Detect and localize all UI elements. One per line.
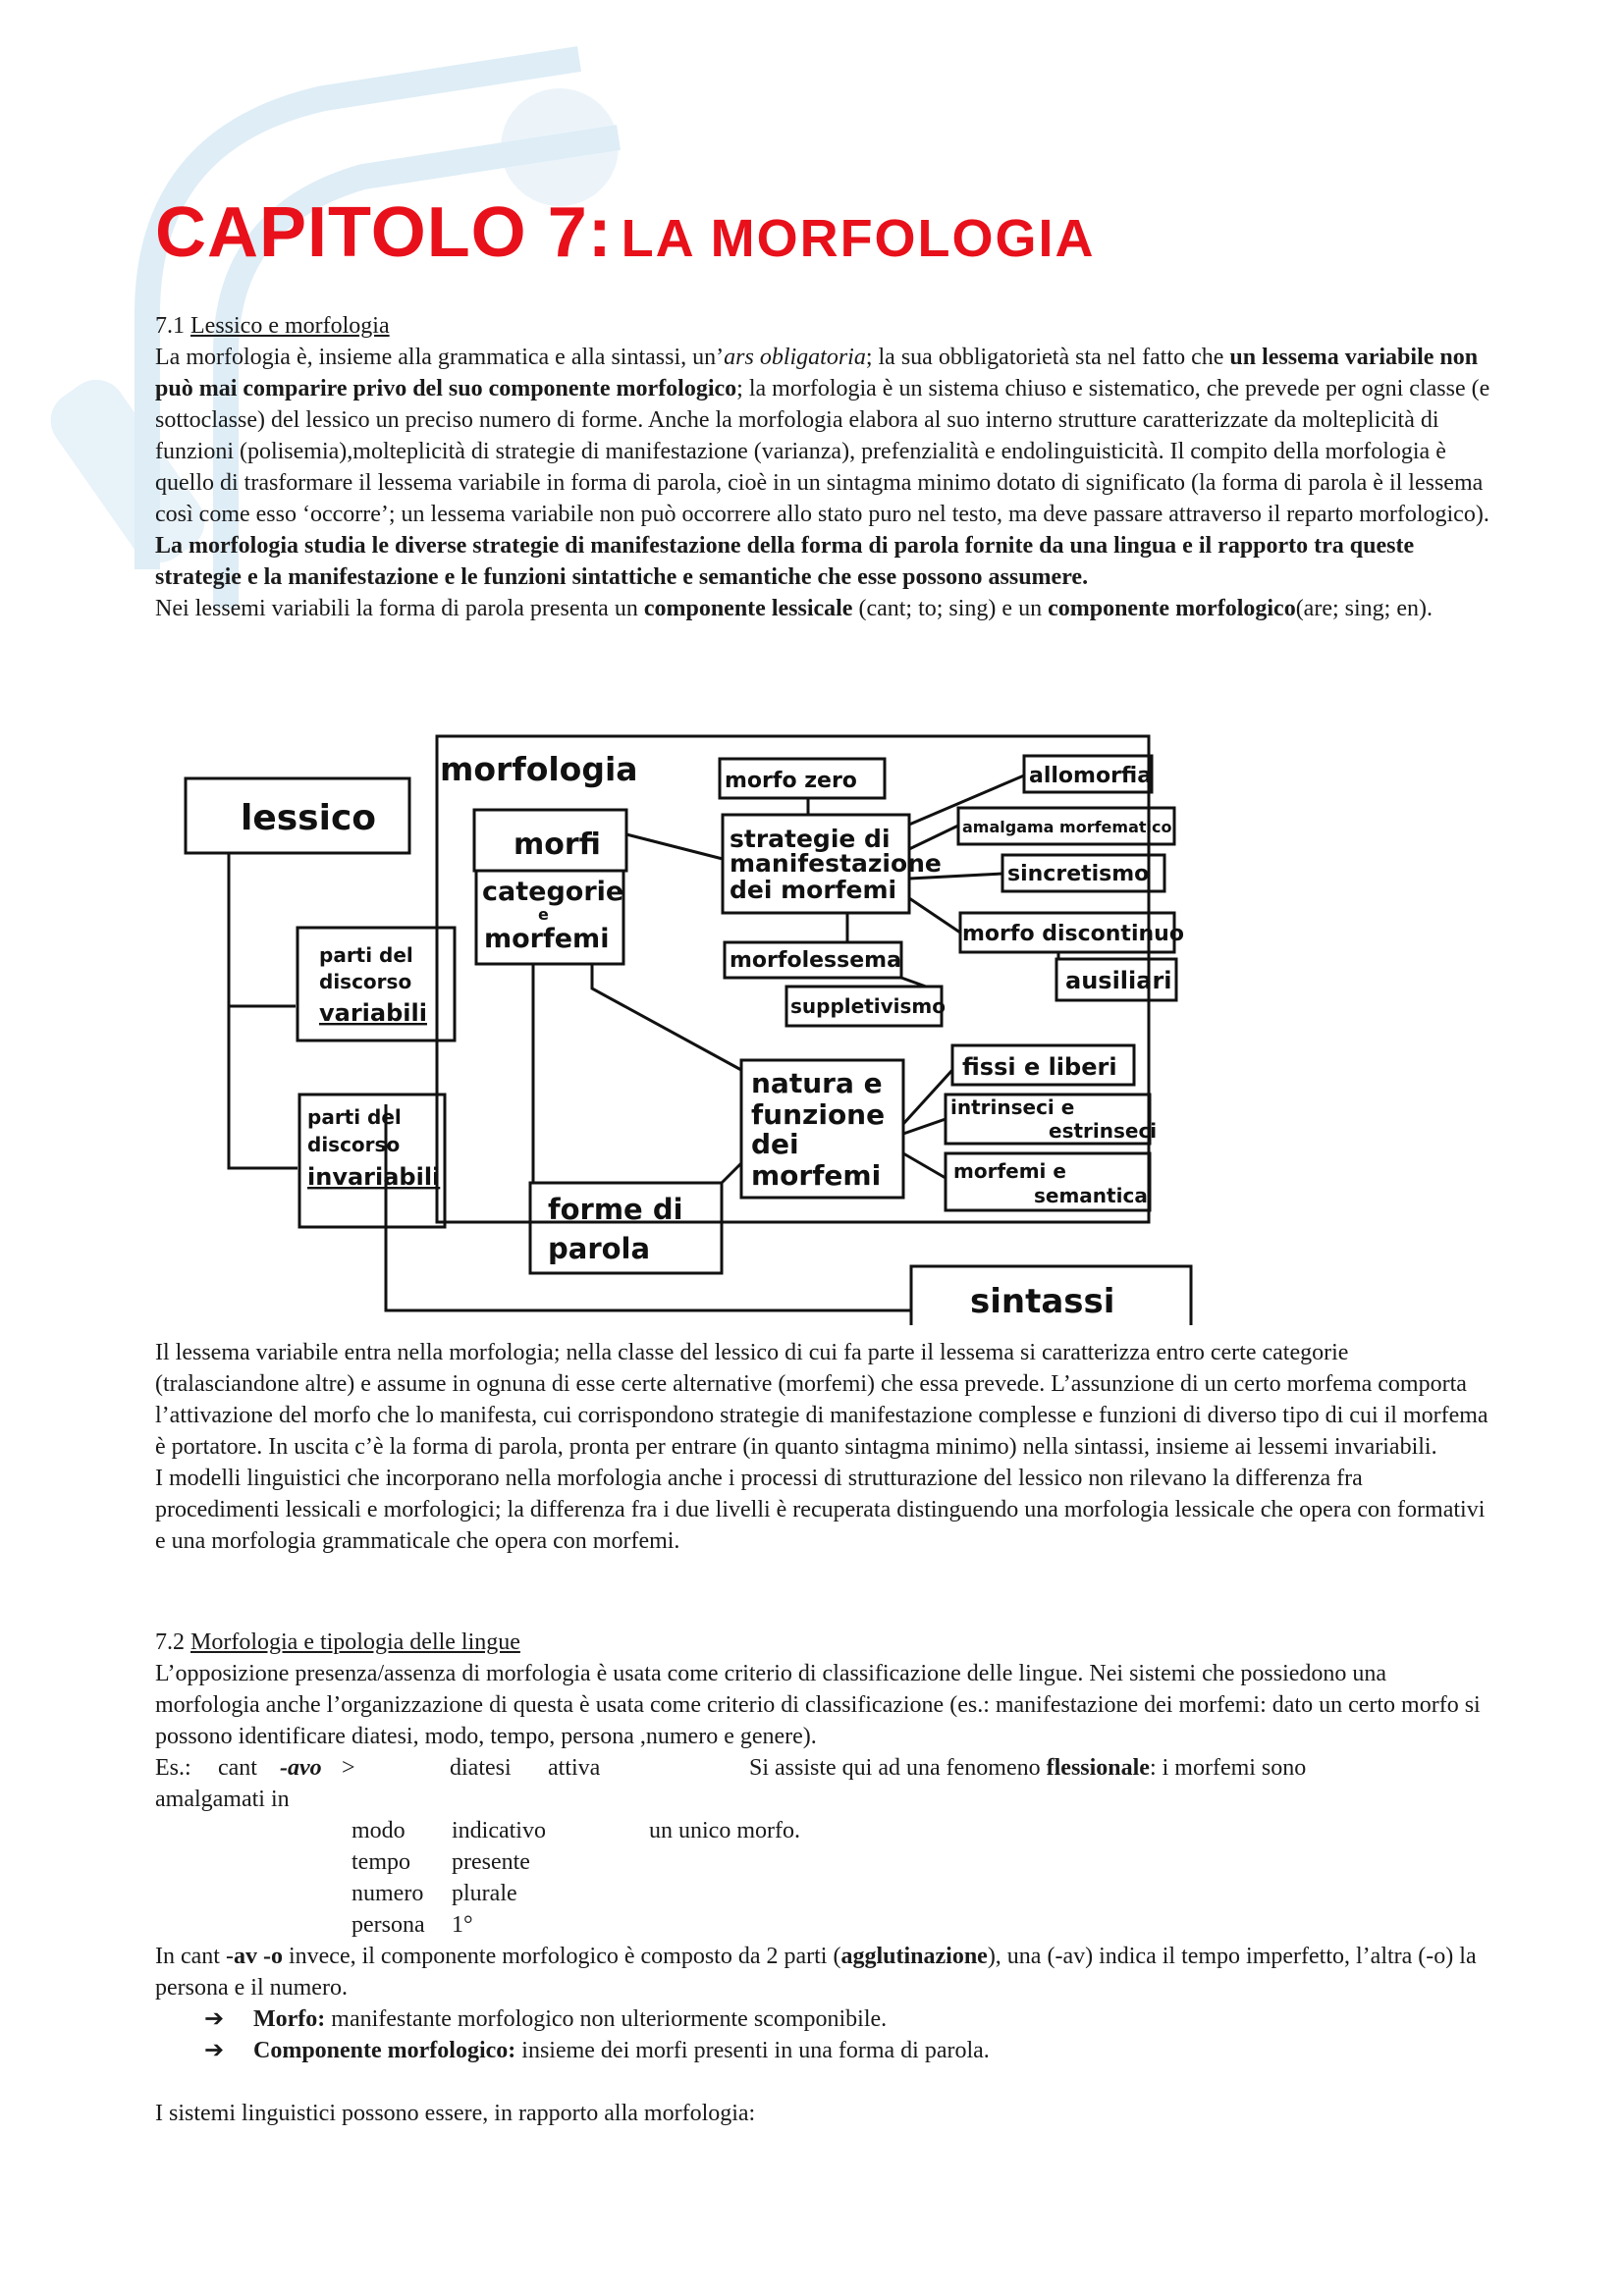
label-forme-2: parola bbox=[548, 1232, 651, 1265]
label-intrinseci-2: estrinseci bbox=[1049, 1119, 1158, 1143]
label-morfologia: morfologia bbox=[440, 750, 638, 788]
paragraph: Nei lessemi variabili la forma di parola presenta un componente lessicale (cant; to; sing) e un componente morfologico(are; sing; en). bbox=[155, 596, 1433, 621]
label-parti-var-1: parti del bbox=[319, 943, 413, 967]
chapter-name: LA MORFOLOGIA bbox=[621, 209, 1096, 268]
definition-list bbox=[204, 2003, 1490, 2066]
after-diagram-text bbox=[155, 1337, 1490, 1557]
label-parti-var-3: variabili bbox=[319, 999, 427, 1027]
paragraph: I modelli linguistici che incorporano nella morfologia anche i processi di strutturazione del lessico non rilevano la differenza fra procedimenti lessicali e morfologici; la differenza fra i due livelli è recuperata distinguendo una morfologia lessicale che opera con formativi e una morfologia grammaticale che opera con morfemi. bbox=[155, 1466, 1486, 1554]
label-morfo-discontinuo: morfo discontinuo bbox=[962, 922, 1184, 946]
section-heading: 7.1 Lessico e morfologia bbox=[155, 313, 390, 339]
label-morfemi-sem-1: morfemi e bbox=[953, 1159, 1066, 1183]
paragraph-bold: La morfologia studia le diverse strategie di manifestazione della forma di parola fornite da una lingua e il rapporto tra queste strategie e la manifestazione e le funzioni sintattiche e semantiche che esse possono assumere. bbox=[155, 533, 1415, 590]
label-morfolessema: morfolessema bbox=[730, 948, 901, 973]
label-categorie-1: categorie bbox=[482, 877, 624, 907]
label-strategie-3: dei morfemi bbox=[730, 876, 897, 904]
label-sincretismo: sincretismo bbox=[1007, 862, 1150, 886]
paragraph: L’opposizione presenza/assenza di morfologia è usata come criterio di classificazione delle lingue. Nei sistemi che possiedono una morfologia anche l’organizzazione di questa è usata come criterio di classificazione (es.: manifestazione dei morfemi: dato un certo morfo si possono identificare diatesi, modo, tempo, persona ,numero e genere). bbox=[155, 1661, 1481, 1749]
section-7-2 bbox=[155, 1627, 1490, 2129]
label-categorie-e: e bbox=[538, 905, 549, 924]
label-morfemi-sem-2: semantica bbox=[1034, 1184, 1148, 1207]
label-allomorfia: allomorfia bbox=[1029, 764, 1153, 788]
label-sintassi: sintassi bbox=[970, 1282, 1115, 1321]
label-strategie-2: manifestazione bbox=[730, 849, 942, 878]
label-lessico: lessico bbox=[241, 798, 377, 838]
label-fissi: fissi e liberi bbox=[962, 1053, 1117, 1081]
section-heading-title: Morfologia e tipologia delle lingue bbox=[190, 1629, 520, 1655]
label-forme-1: forme di bbox=[548, 1193, 683, 1226]
label-natura-1: natura e bbox=[751, 1067, 883, 1099]
example-block: Es.: cant -avo > diatesi attiva Si assiste qui ad una fenomeno flessionale: i morfemi sono amalgamati in modo indicativo un unico morfo. tempo presente numero plurale persona 1° bbox=[155, 1755, 1307, 1938]
label-morfi: morfi bbox=[514, 828, 601, 862]
list-item: ➔ Morfo: manifestante morfologico non ulteriormente scomponibile. bbox=[204, 2003, 1490, 2035]
label-natura-2: funzione bbox=[751, 1098, 886, 1131]
chapter-number: CAPITOLO 7: bbox=[155, 193, 613, 272]
paragraph: In cant -av -o invece, il componente morfologico è composto da 2 parti (agglutinazione), una (-av) indica il tempo imperfetto, l’altra (-o) la persona e il numero. bbox=[155, 1944, 1477, 2001]
list-item: ➔ Componente morfologico: insieme dei morfi presenti in una forma di parola. bbox=[204, 2035, 1490, 2066]
paragraph: La morfologia è, insieme alla grammatica e alla sintassi, un’ars obligatoria; la sua obbligatorietà sta nel fatto che un lessema variabile non può mai comparire privo del suo componente morfologico; la morfologia è un sistema chiuso e sistematico, che prevede per ogni classe (e sottoclasse) del lessico un preciso numero di forme. Anche la morfologia elabora al suo interno strutture caratterizzate da molteplicità di funzioni (polisemia),molteplicità di strategie di manifestazione (varianza), prefenzialità e endolinguisticità. Il compito della morfologia è quello di trasformare il lessema variabile in forma di parola, cioè in un sintagma minimo dotato di significato (la forma di parola è il lessema così come esso ‘occorre’; un lessema variabile non può occorrere allo stato puro nel testo, ma deve passare attraverso il reparto morfologico). bbox=[155, 345, 1490, 527]
label-amalgama: amalgama morfematico bbox=[962, 818, 1172, 836]
chapter-title bbox=[155, 192, 1096, 273]
label-parti-inv-3: invariabili bbox=[307, 1163, 441, 1191]
label-suppletivismo: suppletivismo bbox=[790, 994, 946, 1018]
label-morfo-zero: morfo zero bbox=[725, 769, 857, 793]
section-7-1 bbox=[155, 310, 1490, 624]
section-heading: 7.2 Morfologia e tipologia delle lingue bbox=[155, 1629, 520, 1655]
label-natura-3: dei bbox=[751, 1128, 799, 1160]
paragraph: Il lessema variabile entra nella morfologia; nella classe del lessico di cui fa parte il lessema si caratterizza entro certe categorie (tralasciandone altre) e assume in ognuna di esse certe alternative (morfemi) che essa prevede. L’assunzione di un certo morfema comporta l’attivazione del morfo che lo manifesta, cui corrispondono strategie di manifestazione complesse e funzioni di diverso tipo di cui il morfema è portatore. In uscita c’è la forma di parola, pronta per entrare (in quanto sintagma minimo) nella sintassi, insieme ai lessemi invariabili. bbox=[155, 1340, 1488, 1460]
label-intrinseci-1: intrinseci e bbox=[950, 1095, 1075, 1119]
arrow-icon: ➔ bbox=[204, 2038, 225, 2063]
label-categorie-2: morfemi bbox=[484, 924, 610, 954]
label-strategie-1: strategie di bbox=[730, 825, 891, 853]
label-natura-4: morfemi bbox=[751, 1159, 882, 1192]
label-ausiliari: ausiliari bbox=[1065, 967, 1172, 994]
label-parti-inv-1: parti del bbox=[307, 1105, 402, 1129]
label-parti-inv-2: discorso bbox=[307, 1133, 401, 1156]
arrow-icon: ➔ bbox=[204, 2006, 225, 2032]
section-heading-title: Lessico e morfologia bbox=[190, 313, 390, 339]
morphology-diagram bbox=[180, 731, 1328, 1325]
label-parti-var-2: discorso bbox=[319, 970, 412, 993]
paragraph: I sistemi linguistici possono essere, in rapporto alla morfologia: bbox=[155, 2101, 756, 2126]
